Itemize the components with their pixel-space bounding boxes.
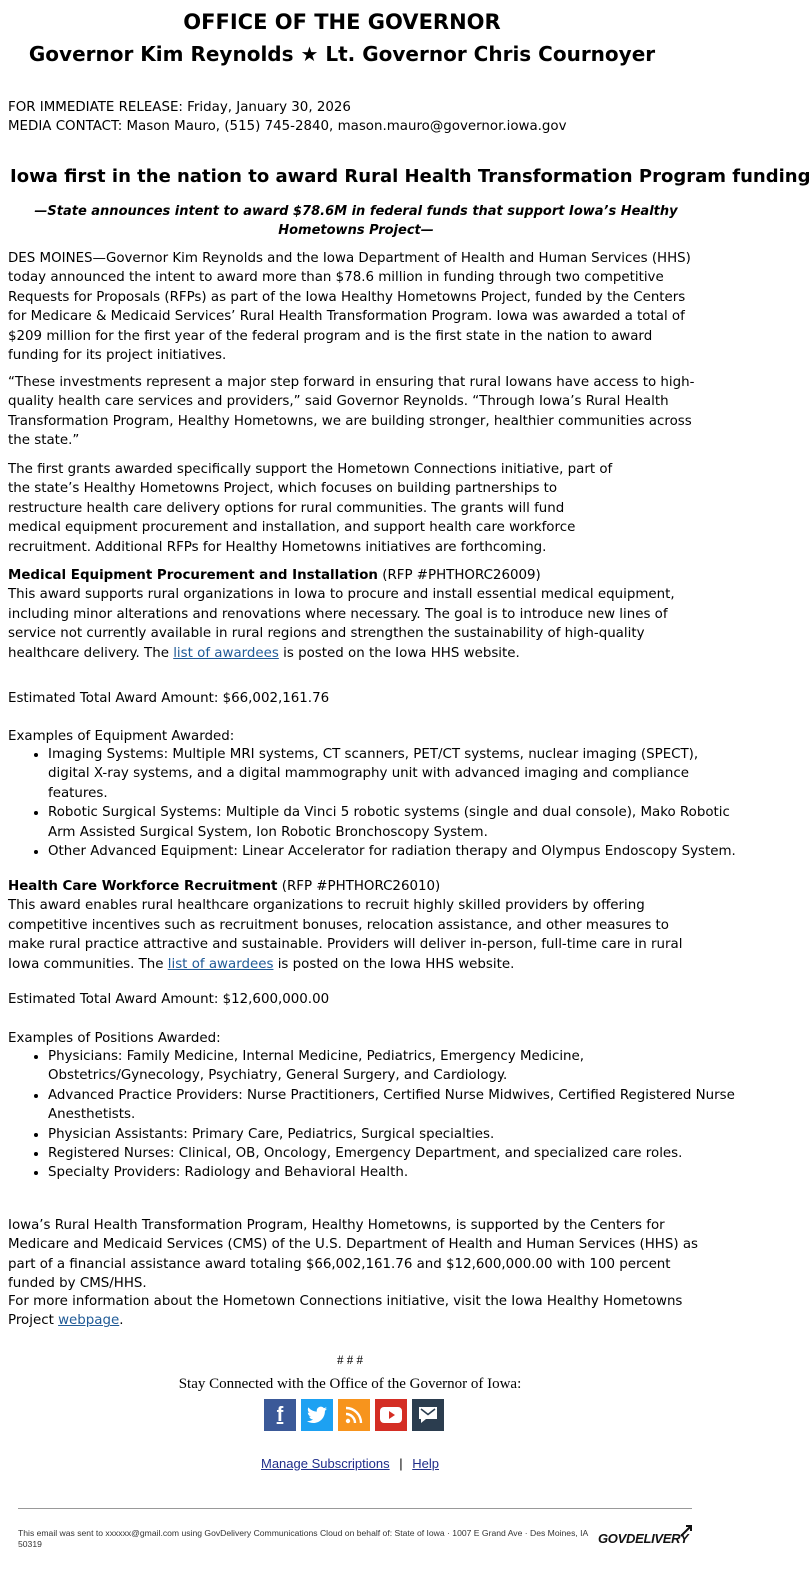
twitter-icon[interactable]	[301, 1399, 333, 1431]
rss-symbol-icon	[345, 1406, 363, 1424]
footer-divider	[18, 1508, 692, 1509]
list-item: • Other Advanced Equipment: Linear Accelerator for radiation therapy and Olympus Endoscopy System.	[48, 842, 740, 861]
list-item: • Physicians: Family Medicine, Internal Medicine, Pediatrics, Emergency Medicine, Obstetrics/Gynecology, Psychiatry, General Surgery, and Cardiology.	[48, 1047, 740, 1086]
closing-more-info-end: .	[119, 1313, 124, 1329]
section2-awardees-link[interactable]: list of awardees	[167, 956, 274, 972]
section1-title: Medical Equipment Procurement and Installation	[8, 568, 378, 583]
govdelivery-swoosh-icon	[680, 1525, 692, 1537]
closing-more-info-text: For more information about the Hometown Connections initiative, visit the Iowa Healthy Hometowns Project	[8, 1294, 683, 1329]
closing-funding: Iowa’s Rural Health Transformation Program, Healthy Hometowns, is supported by the Centers for Medicare and Medicaid Services (CMS) of the U.S. Department of Health and Human Services (HHS) as part of a financial assistance award totaling $66,002,161.76 and $12,600,000.00 with 100 percent funded by CMS/HHS.	[8, 1218, 699, 1292]
paragraph-quote: “These investments represent a major step forward in ensuring that rural Iowans have access to high-quality health care services and providers,” said Governor Reynolds. “Through Iowa’s Rural Health Transformation Program, Healthy Hometowns, we are building stronger, healthier communities across the state.”	[8, 375, 695, 449]
section2-list	[8, 1047, 740, 1183]
list-item: • Robotic Surgical Systems: Multiple da Vinci 5 robotic systems (single and dual console), Mako Robotic Arm Assisted Surgical System, Ion Robotic Bronchoscopy System.	[48, 803, 740, 842]
list-item: • Registered Nurses: Clinical, OB, Oncology, Emergency Department, and specialized care roles.	[48, 1144, 740, 1163]
help-link[interactable]: Help	[412, 1456, 440, 1471]
section-medical-equipment	[8, 566, 700, 663]
section1-list	[8, 745, 740, 861]
section2-amount: Estimated Total Award Amount: $12,600,000.00	[8, 992, 330, 1007]
govdelivery-logo[interactable]	[598, 1531, 688, 1546]
list-item: • Advanced Practice Providers: Nurse Practitioners, Certified Nurse Midwives, Certified Registered Nurse Anesthetists.	[48, 1086, 740, 1125]
release-date: FOR IMMEDIATE RELEASE: Friday, January 30, 2026	[8, 100, 351, 115]
list-item: • Specialty Providers: Radiology and Behavioral Health.	[48, 1163, 740, 1182]
subhead: —State announces intent to award $78.6M in federal funds that support Iowa’s Healthy Hometowns Project—	[34, 204, 678, 238]
stay-connected: Stay Connected with the Office of the Governor of Iowa:	[178, 1376, 522, 1392]
footer-fine-print: This email was sent to xxxxxx@gmail.com using GovDelivery Communications Cloud on behalf of: State of Iowa · 1007 E Grand Ave · Des Moines, IA 50319	[18, 1528, 588, 1549]
section2-body-end: is posted on the Iowa HHS website.	[273, 956, 515, 972]
end-marker: # # #	[337, 1352, 363, 1367]
section1-rfp: (RFP #PHTHORC26009)	[377, 568, 541, 583]
webpage-link[interactable]: webpage	[58, 1313, 120, 1329]
section2-examples-title: Examples of Positions Awarded:	[8, 1031, 221, 1046]
section-workforce	[8, 877, 700, 974]
rss-icon[interactable]	[338, 1399, 370, 1431]
section1-examples-title: Examples of Equipment Awarded:	[8, 729, 235, 744]
manage-subscriptions-link[interactable]: Manage Subscriptions	[260, 1456, 390, 1471]
closing-more-info	[8, 1292, 700, 1331]
section1-body-end: is posted on the Iowa HHS website.	[278, 645, 520, 661]
twitter-bird-icon	[307, 1406, 327, 1424]
section1-amount: Estimated Total Award Amount: $66,002,161.76	[8, 691, 330, 706]
govdelivery-wordmark: GOVDELIVERY	[598, 1531, 689, 1546]
section1-body: This award supports rural organizations in Iowa to procure and install essential medical equipment, including minor alterations and renovations where necessary. The goal is to introduce new lines of service not currently available in rural regions and strengthen the sustainability of high-quality healthcare delivery. The	[8, 587, 675, 661]
office-title: OFFICE OF THE GOVERNOR	[183, 10, 501, 34]
social-links	[264, 1399, 444, 1431]
section2-title: Health Care Workforce Recruitment	[8, 879, 278, 894]
paragraph-grants: The first grants awarded specifically support the Hometown Connections initiative, part of the state’s Healthy Hometowns Project, which focuses on building partnerships to restructure health care delivery options for rural communities. The grants will fund medical equipment procurement and installation, and support health care workforce recruitment. Additional RFPs for Healthy Hometowns initiatives are forthcoming.	[8, 462, 613, 555]
link-separator: |	[399, 1456, 403, 1471]
paragraph-intro: DES MOINES—Governor Kim Reynolds and the Iowa Department of Health and Human Services (HHS) today announced the intent to award more than $78.6 million in funding through two competitive Requests for Proposals (RFPs) as part of the Iowa Healthy Hometowns Project, funded by the Centers for Medicare & Medicaid Services’ Rural Health Transformation Program. Iowa was awarded a total of $209 million for the first year of the federal program and is the first state in the nation to award funding for its project initiatives.	[8, 251, 691, 364]
subscription-links	[0, 1456, 700, 1471]
governors-line: Governor Kim Reynolds ★ Lt. Governor Chris Cournoyer	[28, 42, 656, 66]
list-item: • Imaging Systems: Multiple MRI systems, CT scanners, PET/CT systems, nuclear imaging (SPECT), digital X-ray systems, and a digital mammography unit with advanced imaging and compliance features.	[48, 745, 740, 803]
list-item: • Physician Assistants: Primary Care, Pediatrics, Surgical specialties.	[48, 1125, 740, 1144]
youtube-icon[interactable]	[375, 1399, 407, 1431]
headline: Iowa first in the nation to award Rural Health Transformation Program funding	[10, 166, 810, 187]
section2-rfp: (RFP #PHTHORC26010)	[277, 879, 441, 894]
youtube-play-icon	[380, 1407, 402, 1423]
facebook-icon[interactable]: f	[264, 1399, 296, 1431]
email-icon[interactable]	[412, 1399, 444, 1431]
section1-awardees-link[interactable]: list of awardees	[173, 645, 279, 661]
section2-body: This award enables rural healthcare organizations to recruit highly skilled providers by offering competitive incentives such as recruitment bonuses, relocation assistance, and other measures to make rural practice attractive and sustainable. Providers will deliver in-person, full-time care in rural Iowa communities. The	[8, 898, 683, 972]
media-contact: MEDIA CONTACT: Mason Mauro, (515) 745-2840, mason.mauro@governor.iowa.gov	[8, 119, 567, 134]
email-bubble-icon	[418, 1406, 438, 1424]
